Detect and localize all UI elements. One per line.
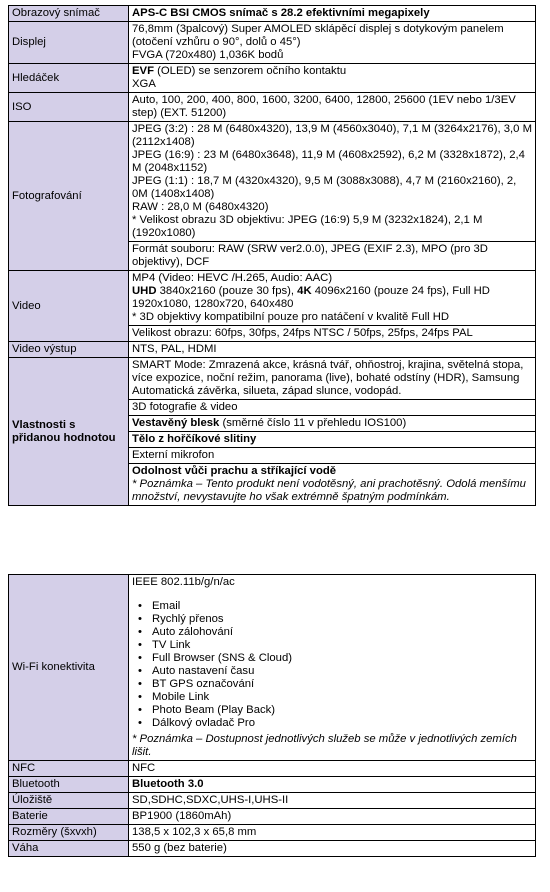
row-value xyxy=(129,22,536,64)
row-label: Wi-Fi konektivita xyxy=(9,575,129,761)
row-label: ISO xyxy=(9,93,129,122)
table-row xyxy=(9,22,536,64)
features-body: Tělo z hořčíkové slitiny xyxy=(129,432,536,448)
list-item: • Photo Beam (Play Back) xyxy=(152,704,532,717)
photo-line: JPEG (16:9) : 23 M (6480x3648), 11,9 M (4608x2592), 6,2 M (3328x1872), 2,4 M (2048x1152) xyxy=(132,149,525,174)
row-value: 138,5 x 102,3 x 65,8 mm xyxy=(129,825,536,841)
row-value: Bluetooth 3.0 xyxy=(129,777,536,793)
table-row xyxy=(9,809,536,825)
row-value: NTS, PAL, HDMI xyxy=(129,342,536,358)
row-value: APS-C BSI CMOS snímač s 28.2 efektivními megapixely xyxy=(129,6,536,22)
table-row xyxy=(9,122,536,242)
table-row xyxy=(9,761,536,777)
photo-line: RAW : 28,0 M (6480x4320) xyxy=(132,201,269,213)
table-row xyxy=(9,6,536,22)
features-mic: Externí mikrofon xyxy=(129,448,536,464)
features-resist xyxy=(129,464,536,506)
row-label: NFC xyxy=(9,761,129,777)
list-item: • Mobile Link xyxy=(152,691,532,704)
table-row xyxy=(9,575,536,761)
table-row xyxy=(9,841,536,857)
table-row xyxy=(9,271,536,326)
viewfinder-desc: (OLED) se senzorem očního kontaktu xyxy=(153,65,347,77)
video-uhd-desc: 3840x2160 (pouze 30 fps), xyxy=(156,285,298,297)
wifi-feature-list xyxy=(132,600,532,730)
row-label: Vlastnosti s přidanou hodnotou xyxy=(9,358,129,506)
list-item: • Email xyxy=(152,600,532,613)
viewfinder-line-2: XGA xyxy=(132,78,156,90)
viewfinder-evf: EVF xyxy=(132,65,154,77)
list-item: • Full Browser (SNS & Cloud) xyxy=(152,652,532,665)
row-value xyxy=(129,64,536,93)
features-flash xyxy=(129,416,536,432)
list-item: • Auto nastavení času xyxy=(152,665,532,678)
row-value xyxy=(129,122,536,242)
row-value: 550 g (bez baterie) xyxy=(129,841,536,857)
wifi-standard: IEEE 802.11b/g/n/ac xyxy=(132,576,235,588)
row-value: BP1900 (1860mAh) xyxy=(129,809,536,825)
table-row xyxy=(9,793,536,809)
row-value: SD,SDHC,SDXC,UHS-I,UHS-II xyxy=(129,793,536,809)
row-label: Rozměry (šxvxh) xyxy=(9,825,129,841)
photo-line: * Velikost obrazu 3D objektivu: JPEG (16:9) 5,9 M (3232x1824), 2,1 M (1920x1080) xyxy=(132,214,483,239)
video-note: * 3D objektivy kompatibilní pouze pro natáčení v kvalitě Full HD xyxy=(132,311,450,323)
features-smart: SMART Mode: Zmrazená akce, krásná tvář, ohňostroj, krajina, světelná stopa, více expozice, noční režim, panorama (live), bohaté odstíny (HDR), Samsung Automatická závěrka, silueta, západ slunce, vodopád. xyxy=(129,358,536,400)
flash-desc: (směrné číslo 11 v přehledu IOS100) xyxy=(219,417,407,429)
row-value: Auto, 100, 200, 400, 800, 1600, 3200, 6400, 12800, 25600 (1EV nebo 1/3EV step) (EXT. 51200) xyxy=(129,93,536,122)
list-item: • BT GPS označování xyxy=(152,678,532,691)
photo-line: JPEG (3:2) : 28 M (6480x4320), 13,9 M (4560x3040), 7,1 M (3264x2176), 3,0 M (2112x1408) xyxy=(132,123,532,148)
display-line-1: 76,8mm (3palcový) Super AMOLED sklápěcí displej s dotykovým panelem (otočení vzhůru o 90°, dolů o 45°) xyxy=(132,23,504,48)
video-4k: 4K xyxy=(297,285,312,297)
spec-table-main xyxy=(8,5,536,506)
video-line-1: MP4 (Video: HEVC /H.265, Audio: AAC) xyxy=(132,272,333,284)
table-row xyxy=(9,777,536,793)
row-label: Váha xyxy=(9,841,129,857)
list-item: • Rychlý přenos xyxy=(152,613,532,626)
table-row xyxy=(9,64,536,93)
row-label: Video xyxy=(9,271,129,342)
video-4k-desc: 4096x2160 (pouze 24 fps), Full HD 1920x1080, 1280x720, 640x480 xyxy=(132,285,490,310)
table-row xyxy=(9,93,536,122)
display-line-2: FVGA (720x480) 1,036K bodů xyxy=(132,49,284,61)
resist-note: * Poznámka – Tento produkt není vodotěsný, ani prachotěsný. Odolá menšímu množství, nevystavujte ho však extrémně špatným podmínkám. xyxy=(132,478,526,503)
table-row xyxy=(9,825,536,841)
flash-title: Vestavěný blesk xyxy=(132,417,220,429)
row-value: NFC xyxy=(129,761,536,777)
row-value xyxy=(129,271,536,326)
row-label: Bluetooth xyxy=(9,777,129,793)
row-label: Video výstup xyxy=(9,342,129,358)
photo-line: JPEG (1:1) : 18,7 M (4320x4320), 9,5 M (3088x3088), 4,7 M (2160x2160), 2, 0M (1408x1408) xyxy=(132,175,517,200)
row-label: Baterie xyxy=(9,809,129,825)
resist-title: Odolnost vůči prachu a stříkající vodě xyxy=(132,465,337,477)
wifi-note: * Poznámka – Dostupnost jednotlivých služeb se může v jednotlivých zemích lišit. xyxy=(132,733,517,758)
row-label: Hledáček xyxy=(9,64,129,93)
features-3d: 3D fotografie & video xyxy=(129,400,536,416)
row-label: Úložiště xyxy=(9,793,129,809)
video-size: Velikost obrazu: 60fps, 30fps, 24fps NTSC / 50fps, 25fps, 24fps PAL xyxy=(129,326,536,342)
spec-table-connectivity xyxy=(8,574,536,857)
row-label: Displej xyxy=(9,22,129,64)
video-uhd: UHD xyxy=(132,285,157,297)
row-label: Fotografování xyxy=(9,122,129,271)
list-item: • Dálkový ovladač Pro xyxy=(152,717,532,730)
row-value xyxy=(129,575,536,761)
table-row xyxy=(9,358,536,400)
row-label: Obrazový snímač xyxy=(9,6,129,22)
photo-format: Formát souboru: RAW (SRW ver2.0.0), JPEG (EXIF 2.3), MPO (pro 3D objektivy), DCF xyxy=(129,242,536,271)
list-item: • Auto zálohování xyxy=(152,626,532,639)
list-item: • TV Link xyxy=(152,639,532,652)
table-row xyxy=(9,342,536,358)
